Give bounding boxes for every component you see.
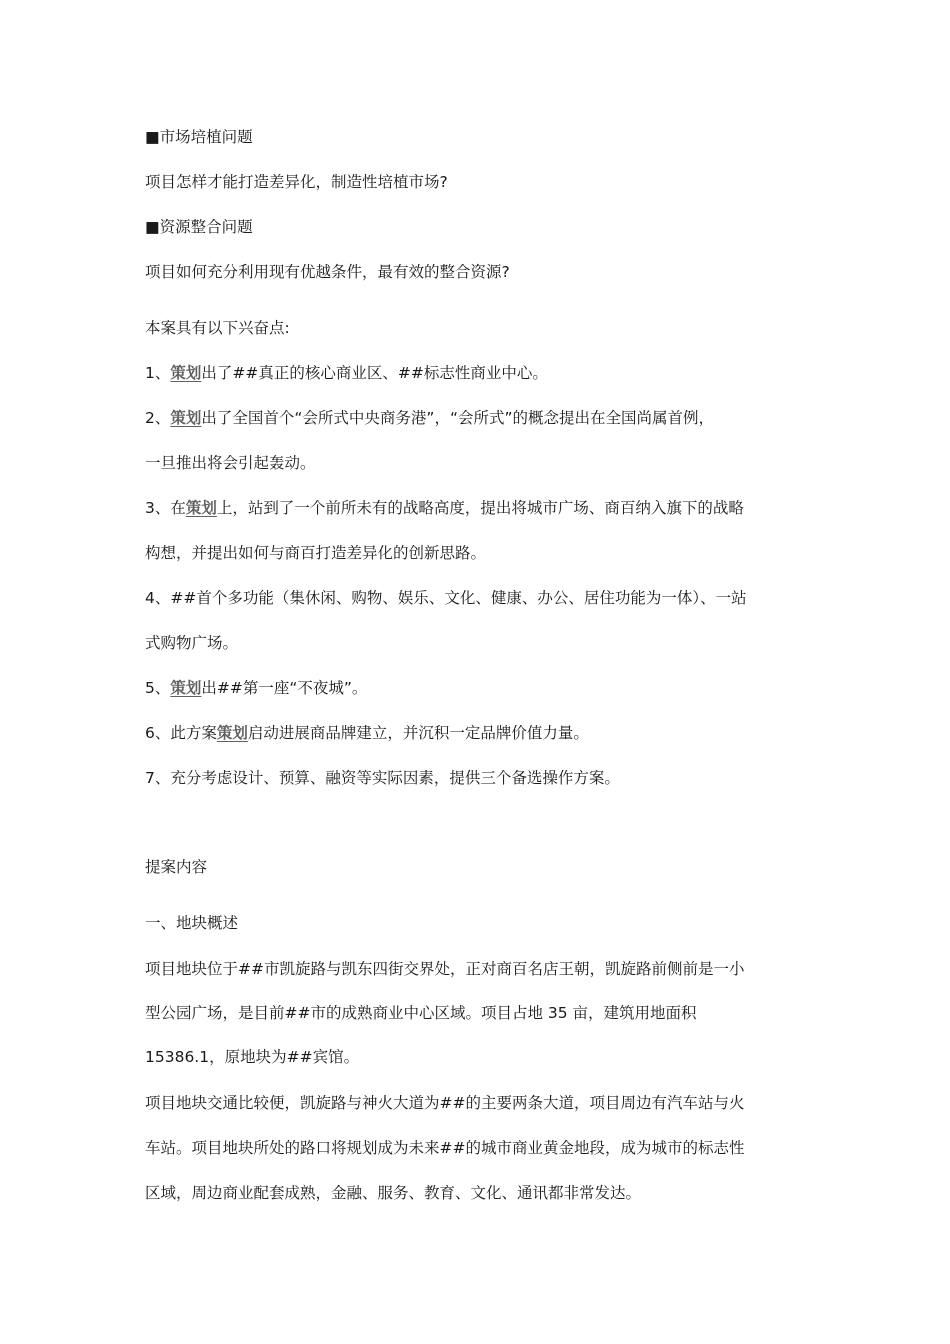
- resource-issue-question: 项目如何充分利用现有优越条件，最有效的整合资源?: [145, 263, 510, 281]
- highlight-item-4-continued: 式购物广场。: [145, 634, 239, 652]
- paragraph-line: 车站。项目地块所处的路口将规划成为未来##的城市商业黄金地段，成为城市的标志性: [145, 1139, 745, 1157]
- section-title-site-overview: 一、地块概述: [145, 914, 239, 932]
- item-text: 上，站到了一个前所未有的战略高度，提出将城市广场、商百纳入旗下的战略: [216, 499, 744, 517]
- keyword-link[interactable]: 策划: [216, 724, 248, 742]
- highlight-item-1: [145, 362, 548, 384]
- resource-issue-heading: ■资源整合问题: [145, 218, 253, 236]
- highlight-item-4: 4、##首个多功能（集休闲、购物、娱乐、文化、健康、办公、居住功能为一体）、一站: [145, 589, 747, 607]
- keyword-link[interactable]: 策划: [170, 679, 202, 697]
- item-text: 出了##真正的核心商业区、##标志性商业中心。: [201, 364, 548, 382]
- paragraph-line: 15386.1，原地块为##宾馆。: [145, 1048, 360, 1066]
- item-text: 出了全国首个“会所式中央商务港”，“会所式”的概念提出在全国尚属首例，: [201, 409, 715, 427]
- paragraph-line: 项目地块位于##市凯旋路与凯东四街交界处，正对商百名店王朝，凯旋路前侧前是一小: [145, 960, 745, 978]
- item-prefix: 1、: [145, 364, 171, 382]
- proposal-heading: 提案内容: [145, 858, 208, 876]
- keyword-link[interactable]: 策划: [170, 364, 202, 382]
- paragraph-line: 区域，周边商业配套成熟，金融、服务、教育、文化、通讯都非常发达。: [145, 1184, 642, 1202]
- highlight-item-5: [145, 677, 367, 699]
- item-prefix: 2、: [145, 409, 171, 427]
- highlight-item-3-continued: 构想，并提出如何与商百打造差异化的创新思路。: [145, 544, 487, 562]
- item-text: 启动进展商品牌建立，并沉积一定品牌价值力量。: [247, 724, 589, 742]
- item-prefix: 3、在: [145, 499, 186, 517]
- paragraph-line: 型公园广场，是目前##市的成熟商业中心区域。项目占地 35 亩，建筑用地面积: [145, 1004, 697, 1022]
- highlights-intro: 本案具有以下兴奋点:: [145, 319, 290, 337]
- highlight-item-2-continued: 一旦推出将会引起轰动。: [145, 454, 316, 472]
- highlight-item-2: [145, 407, 714, 429]
- highlight-item-3: [145, 497, 744, 519]
- keyword-link[interactable]: 策划: [170, 409, 202, 427]
- item-prefix: 6、此方案: [145, 724, 217, 742]
- highlight-item-7: 7、充分考虑设计、预算、融资等实际因素，提供三个备选操作方案。: [145, 769, 620, 787]
- item-prefix: 5、: [145, 679, 171, 697]
- market-issue-heading: ■市场培植问题: [145, 128, 253, 146]
- keyword-link[interactable]: 策划: [185, 499, 217, 517]
- paragraph-line: 项目地块交通比较便，凯旋路与神火大道为##的主要两条大道，项目周边有汽车站与火: [145, 1094, 745, 1112]
- highlight-item-6: [145, 722, 589, 744]
- market-issue-question: 项目怎样才能打造差异化，制造性培植市场?: [145, 173, 448, 191]
- item-text: 出##第一座“不夜城”。: [201, 679, 368, 697]
